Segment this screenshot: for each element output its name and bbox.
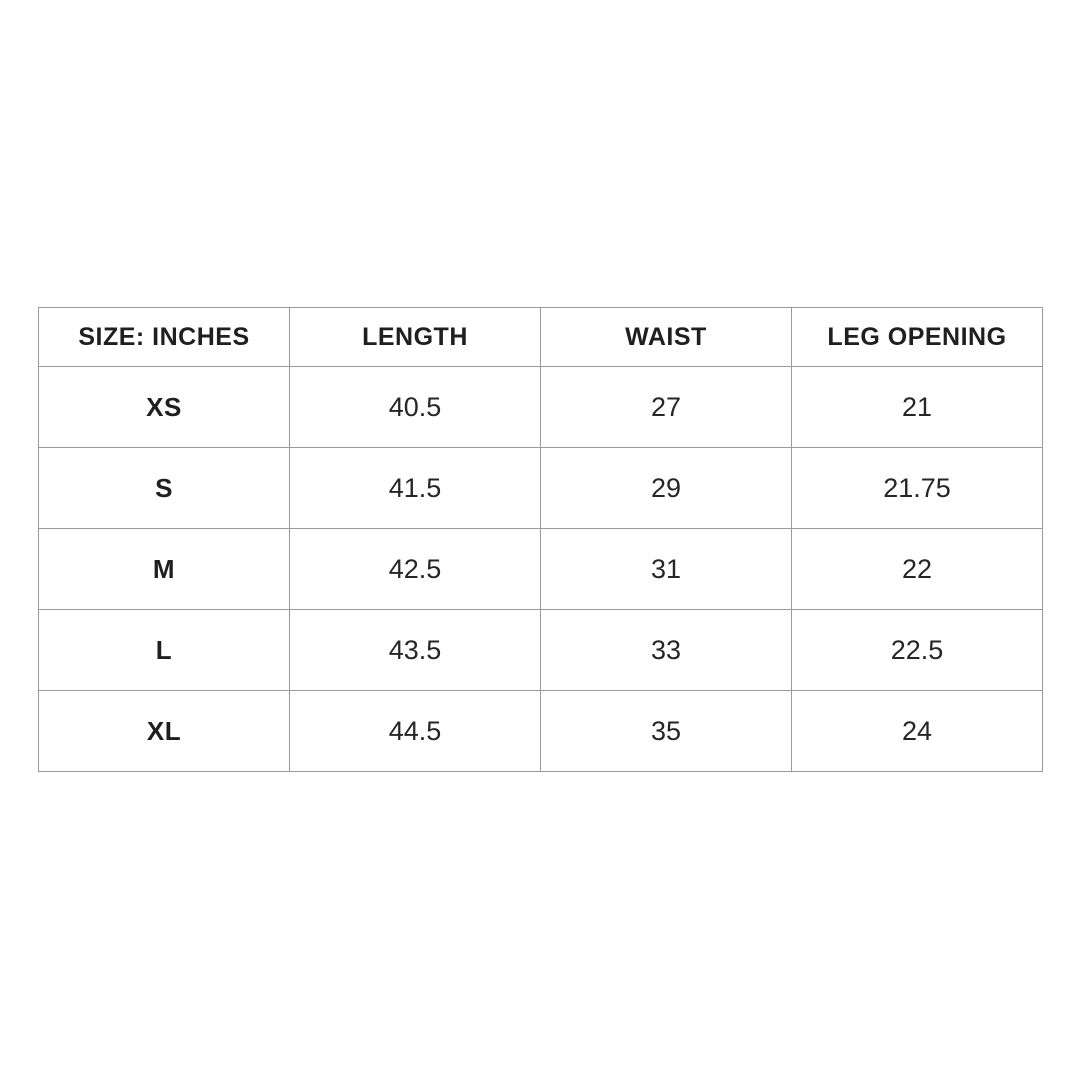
header-row: [39, 308, 1043, 367]
length-cell: 42.5: [290, 529, 541, 610]
length-cell: 44.5: [290, 691, 541, 772]
waist-cell: 33: [541, 610, 792, 691]
size-cell: XS: [39, 367, 290, 448]
leg-opening-cell: 21: [792, 367, 1043, 448]
header-cell-leg-opening: LEG OPENING: [792, 308, 1043, 367]
waist-cell: 27: [541, 367, 792, 448]
table-row-s: [39, 448, 1043, 529]
size-chart-body: [39, 367, 1043, 772]
leg-opening-cell: 21.75: [792, 448, 1043, 529]
size-cell: S: [39, 448, 290, 529]
header-cell-length: LENGTH: [290, 308, 541, 367]
waist-cell: 31: [541, 529, 792, 610]
table-row-xs: [39, 367, 1043, 448]
waist-cell: 29: [541, 448, 792, 529]
leg-opening-cell: 24: [792, 691, 1043, 772]
table-row-m: [39, 529, 1043, 610]
table-row-xl: [39, 691, 1043, 772]
size-chart-container: [38, 307, 1043, 772]
length-cell: 43.5: [290, 610, 541, 691]
size-chart-table: [38, 307, 1043, 772]
size-cell: XL: [39, 691, 290, 772]
waist-cell: 35: [541, 691, 792, 772]
size-cell: L: [39, 610, 290, 691]
leg-opening-cell: 22.5: [792, 610, 1043, 691]
size-chart-header: [39, 308, 1043, 367]
length-cell: 40.5: [290, 367, 541, 448]
size-cell: M: [39, 529, 290, 610]
table-row-l: [39, 610, 1043, 691]
leg-opening-cell: 22: [792, 529, 1043, 610]
header-cell-size: SIZE: INCHES: [39, 308, 290, 367]
header-cell-waist: WAIST: [541, 308, 792, 367]
length-cell: 41.5: [290, 448, 541, 529]
